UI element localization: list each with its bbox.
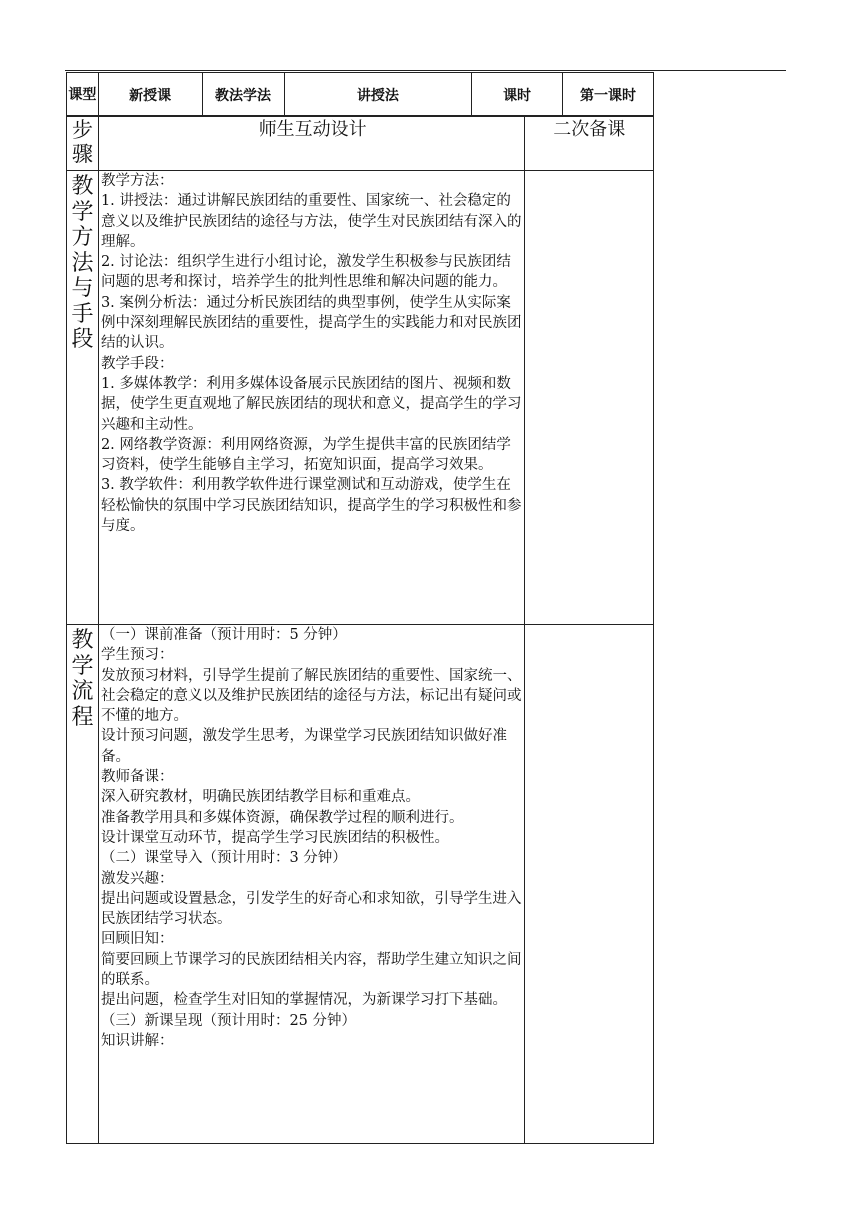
process-line: （二）课堂导入（预计用时：3 分钟）: [100, 850, 347, 867]
methods-line: 3. 案例分析法：通过分析民族团结的典型事例，使学生从实际案例中深刻理解民族团结的重要性，提高学生的实践能力和对民族团结的认识。: [100, 294, 522, 352]
course-type-label: 课型: [67, 73, 99, 117]
step-column-header: 步骤: [67, 116, 99, 171]
lesson-plan-table: [66, 115, 654, 1144]
process-line: 准备教学用具和多媒体资源，确保教学过程的顺利进行。: [100, 809, 464, 826]
backup-column-header: 二次备课: [525, 116, 654, 171]
methods-line: 1. 多媒体教学：利用多媒体设备展示民族团结的图片、视频和数据，使学生更直观地了解民族团结的现状和意义，提高学生的学习兴趣和主动性。: [100, 375, 522, 433]
method-value: 讲授法: [284, 73, 472, 117]
methods-line: 教学方法：: [100, 173, 174, 189]
process-line: 提出问题，检查学生对旧知的掌握情况，为新课学习打下基础。: [100, 992, 507, 1009]
methods-line: 3. 教学软件：利用教学软件进行课堂测试和互动游戏，使学生在轻松愉快的氛围中学习民族团结知识，提高学生的学习积极性和参与度。: [100, 477, 522, 535]
methods-line: 教学手段：: [100, 355, 174, 372]
step-label-methods: 教学方法与手段: [67, 171, 99, 625]
methods-line: 2. 讨论法：组织学生进行小组讨论，激发学生积极参与民族团结问题的思考和探讨，培养学生的批判性思维和解决问题的能力。: [100, 254, 511, 291]
backup-cell-process: [525, 625, 654, 1144]
process-line: 激发兴趣：: [100, 870, 174, 887]
process-line: 提出问题或设置悬念，引发学生的好奇心和求知欲，引导学生进入民族团结学习状态。: [100, 890, 522, 928]
process-line: 设计预习问题，激发学生思考，为课堂学习民族团结知识做好准备。: [100, 728, 507, 765]
process-content: [98, 625, 524, 1144]
process-line: （三）新课呈现（预计用时：25 分钟）: [100, 1012, 357, 1029]
process-line: 教师备课：: [100, 769, 174, 786]
period-value: 第一课时: [563, 73, 654, 117]
method-label: 教法学法: [202, 73, 284, 117]
process-line: （一）课前准备（预计用时：5 分钟）: [100, 627, 347, 643]
top-rule: [65, 70, 786, 71]
process-line: 回顾旧知：: [100, 931, 174, 948]
period-label: 课时: [472, 73, 563, 117]
course-type-value: 新授课: [98, 73, 202, 117]
lesson-header-table: [66, 72, 654, 117]
methods-content: [98, 171, 524, 625]
process-line: 知识讲解：: [100, 1032, 174, 1049]
methods-line: 2. 网络教学资源：利用网络资源，为学生提供丰富的民族团结学习资料，使学生能够自主学习，拓宽知识面，提高学习效果。: [100, 436, 511, 474]
methods-line: 1. 讲授法：通过讲解民族团结的重要性、国家统一、社会稳定的意义以及维护民族团结的途径与方法，使学生对民族团结有深入的理解。: [100, 193, 522, 250]
design-column-header: 师生互动设计: [98, 116, 524, 171]
backup-cell-methods: [525, 171, 654, 625]
process-line: 简要回顾上节课学习的民族团结相关内容，帮助学生建立知识之间的联系。: [100, 951, 522, 989]
step-label-process: 教学流程: [67, 625, 99, 1144]
process-line: 深入研究教材，明确民族团结教学目标和重难点。: [100, 789, 420, 806]
process-line: 设计课堂互动环节，提高学生学习民族团结的积极性。: [100, 829, 449, 846]
process-line: 学生预习：: [100, 647, 174, 664]
process-line: 发放预习材料，引导学生提前了解民族团结的重要性、国家统一、社会稳定的意义以及维护民族团结的途径与方法，标记出有疑问或不懂的地方。: [100, 667, 522, 725]
